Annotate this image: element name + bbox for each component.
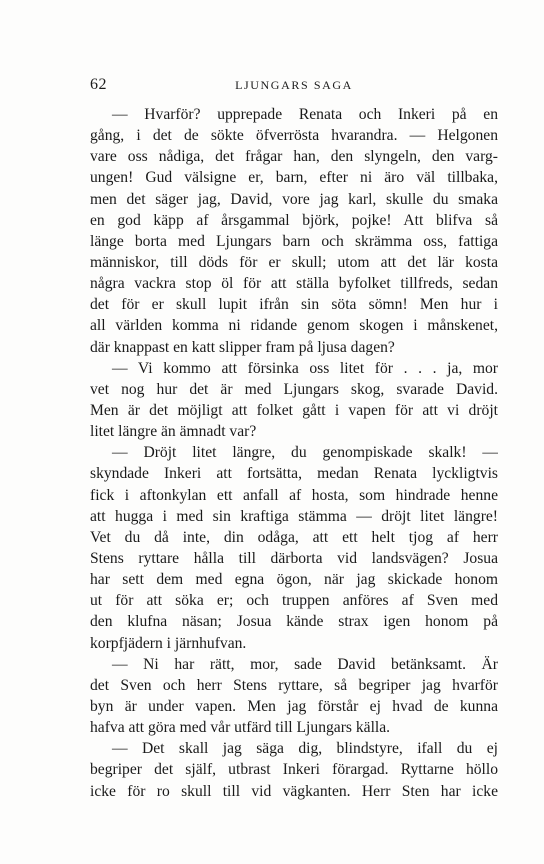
text-line: litet längre än ämnadt var? <box>90 423 257 441</box>
text-line: men det säger jag, David, vore jag karl, skulle du smaka <box>90 190 498 208</box>
text-line: att hugga i med sin kraftiga stämma — dröjt litet längre! <box>90 507 498 525</box>
text-line: vare oss nådiga, det frågar han, den slyngeln, den varg- <box>90 148 498 166</box>
text-line: begriper det själf, utbrast Inkeri förargad. Ryttarne höllo <box>90 761 498 779</box>
text-line: människor, till döds för er skull; utom att det lär kosta <box>90 253 498 271</box>
body-text <box>90 104 498 802</box>
text-line: några vackra stop öl för att ställa byfolket tillfreds, sedan <box>90 275 498 293</box>
text-line: all världen komma ni ridande genom skogen i månskenet, <box>90 317 498 335</box>
page-number: 62 <box>90 76 107 93</box>
text-line: Stens ryttare hålla till därborta vid landsvägen? Josua <box>90 549 498 567</box>
text-line: — Dröjt litet längre, du genompiskade skalk! — <box>112 444 498 462</box>
text-line: en god käpp af årsgammal björk, pojke! Att blifva så <box>90 211 498 229</box>
text-line: vet nog hur det är med Ljungars skog, svarade David. <box>90 380 498 398</box>
text-line: länge borta med Ljungars barn och skrämma oss, fattiga <box>90 232 498 250</box>
text-line: byn är under vapen. Men jag förstår ej hvad de kunna <box>90 697 498 715</box>
text-line: korpfjädern i järnhufvan. <box>90 634 247 652</box>
running-head <box>90 76 498 94</box>
text-line: — Hvarför? upprepade Renata och Inkeri på en <box>112 106 498 123</box>
text-line: där knappast en katt slipper fram på ljusa dagen? <box>90 338 395 356</box>
text-line: Vet du då inte, din odåga, att ett helt tjog af herr <box>90 528 498 546</box>
text-line: — Det skall jag säga dig, blindstyre, ifall du ej <box>112 740 498 758</box>
text-line: skyndade Inkeri att fortsätta, medan Renata lyckligtvis <box>90 465 498 483</box>
text-line: — Ni har rätt, mor, sade David betänksamt. Är <box>112 655 498 673</box>
text-line: gång, i det de sökte öfverrösta hvarandra. — Helgonen <box>90 127 498 145</box>
text-line: Men är det möjligt att folket gått i vapen för att vi dröjt <box>90 401 498 419</box>
running-title: LJUNGARS SAGA <box>235 78 353 92</box>
text-line: den klufna näsan; Josua kände strax igen honom på <box>90 613 498 631</box>
text-line: ut för att söka er; och truppen anföres af Sven med <box>90 592 498 610</box>
text-line: icke för ro skull till vid vägkanten. Herr Sten har icke <box>90 782 498 800</box>
text-line: det för er skull lupit ifrån sin söta sömn! Men hur i <box>90 296 498 314</box>
text-line: hafva att göra med vår utfärd till Ljungars källa. <box>90 719 391 737</box>
text-line: fick i aftonkylan ett anfall af hosta, som hindrade henne <box>90 486 498 504</box>
text-line: ungen! Gud välsigne er, barn, efter ni äro väl tillbaka, <box>90 169 498 187</box>
text-line: har sett dem med egna ögon, när jag skickade honom <box>90 571 498 589</box>
text-line: det Sven och herr Stens ryttare, så begriper jag hvarför <box>90 676 498 694</box>
text-line: — Vi kommo att försinka oss litet för . . . ja, mor <box>112 359 498 377</box>
